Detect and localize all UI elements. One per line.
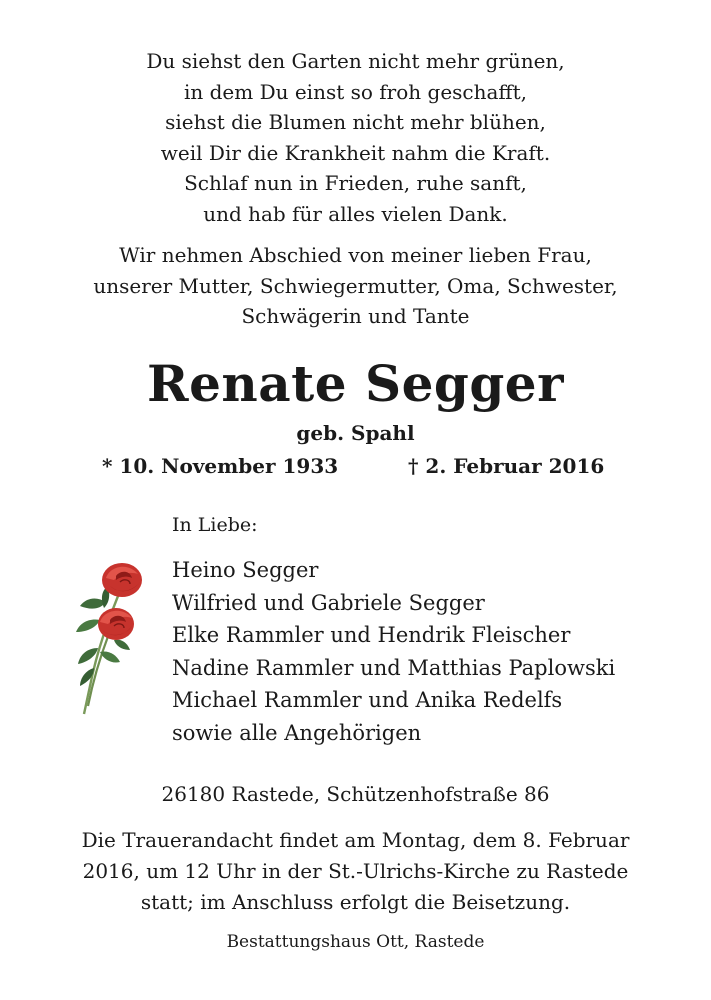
rose-leaf: [114, 640, 130, 650]
poem-line: siehst die Blumen nicht mehr blühen,: [165, 110, 546, 135]
farewell-text: [0, 240, 711, 332]
mourner-name: Elke Rammler und Hendrik Fleischer: [172, 623, 571, 647]
service-line: statt; im Anschluss erfolgt die Beisetzung.: [140, 890, 571, 914]
mourner-name: Wilfried und Gabriele Segger: [172, 590, 485, 615]
rose-leaf: [100, 651, 120, 662]
service-line: Die Trauerandacht findet am Montag, dem 8. Februar: [81, 828, 630, 852]
rose-illustration: [40, 556, 148, 718]
poem-line: Du siehst den Garten nicht mehr grünen,: [146, 49, 565, 73]
death-date: † 2. Februar 2016: [408, 454, 605, 478]
undertaker: Bestattungshaus Ott, Rastede: [226, 932, 485, 952]
farewell-line: unserer Mutter, Schwiegermutter, Oma, Schwester,: [93, 273, 618, 298]
poem: [0, 46, 711, 230]
farewell-line: Schwägerin und Tante: [241, 304, 470, 329]
birth-date: * 10. November 1933: [102, 454, 339, 478]
farewell-line: Wir nehmen Abschied von meiner lieben Frau,: [119, 243, 592, 267]
address: 26180 Rastede, Schützenhofstraße 86: [161, 782, 550, 806]
rose-bloom: [102, 563, 142, 597]
mourners-intro: In Liebe:: [172, 514, 258, 536]
rose-bloom: [98, 608, 134, 640]
mourners-list: [172, 554, 615, 749]
service-line: 2016, um 12 Uhr in der St.-Ulrichs-Kirche zu Rastede: [82, 859, 629, 883]
rose-leaf: [76, 620, 100, 633]
service-info: [0, 825, 711, 918]
deceased-name: Renate Segger: [147, 354, 564, 413]
poem-line: und hab für alles vielen Dank.: [203, 201, 508, 226]
poem-line: Schlaf nun in Frieden, ruhe sanft,: [184, 171, 527, 196]
poem-line: in dem Du einst so froh geschafft,: [183, 79, 528, 104]
mourner-name: Heino Segger: [172, 558, 319, 582]
maiden-name: geb. Spahl: [296, 421, 415, 445]
poem-line: weil Dir die Krankheit nahm die Kraft.: [160, 140, 551, 165]
mourner-name: Michael Rammler und Anika Redelfs: [172, 688, 563, 712]
mourner-name: Nadine Rammler und Matthias Paplowski: [172, 655, 616, 680]
mourner-name: sowie alle Angehörigen: [172, 720, 422, 745]
